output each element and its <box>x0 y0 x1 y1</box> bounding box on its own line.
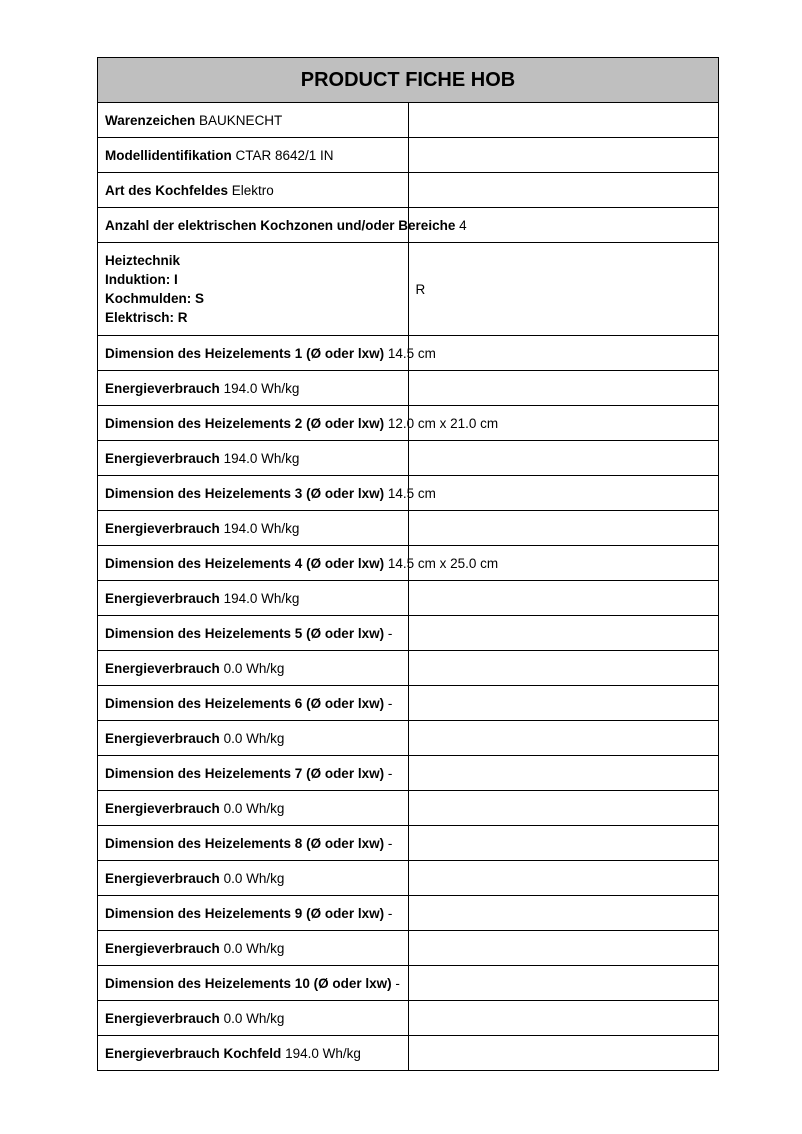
table-row <box>98 1001 719 1036</box>
cell-empty <box>408 581 719 616</box>
cell-label <box>98 861 409 896</box>
table-row <box>98 756 719 791</box>
field-value: 14.5 cm <box>387 345 436 361</box>
field-value: 0.0 Wh/kg <box>223 800 285 816</box>
table-row <box>98 371 719 406</box>
table-row <box>98 931 719 966</box>
cell-label <box>98 826 409 861</box>
field-label: Energieverbrauch <box>105 870 220 886</box>
field-value: - <box>395 975 400 991</box>
heat-tech-line: Kochmulden: S <box>105 291 205 306</box>
field-label: Energieverbrauch <box>105 450 220 466</box>
table-row <box>98 966 719 1001</box>
field-label: Art des Kochfeldes <box>105 182 229 198</box>
fiche-title: PRODUCT FICHE HOB <box>98 58 719 103</box>
cell-label <box>98 1036 409 1071</box>
table-row <box>98 103 719 138</box>
field-label: Modellidentifikation <box>105 147 232 163</box>
cell-empty <box>408 173 719 208</box>
field-value: 194.0 Wh/kg <box>223 450 300 466</box>
table-row <box>98 138 719 173</box>
cell-empty <box>408 651 719 686</box>
field-label: Energieverbrauch <box>105 940 220 956</box>
table-row <box>98 546 719 581</box>
table-row <box>98 173 719 208</box>
field-label: Dimension des Heizelements 1 (Ø oder lxw) <box>105 345 385 361</box>
field-label: Energieverbrauch <box>105 660 220 676</box>
field-value: 14.5 cm <box>387 485 436 501</box>
field-value: - <box>387 835 393 851</box>
table-row <box>98 581 719 616</box>
cell-empty <box>408 826 719 861</box>
field-label: Energieverbrauch Kochfeld <box>105 1045 282 1061</box>
heat-tech-line: Induktion: I <box>105 272 178 287</box>
field-value: 194.0 Wh/kg <box>285 1045 361 1061</box>
cell-empty <box>408 476 719 511</box>
cell-empty <box>408 931 719 966</box>
field-label: Anzahl der elektrischen Kochzonen und/oder Bereiche <box>105 217 456 233</box>
field-label: Dimension des Heizelements 10 (Ø oder lxw) <box>105 975 392 991</box>
cell-label <box>98 406 499 441</box>
field-value: 4 <box>459 217 467 233</box>
cell-label <box>98 931 409 966</box>
field-label: Energieverbrauch <box>105 520 220 536</box>
field-value: - <box>387 625 393 641</box>
table-row <box>98 686 719 721</box>
table-row <box>98 616 719 651</box>
cell-label <box>98 546 499 581</box>
cell-empty <box>408 721 719 756</box>
table-row <box>98 896 719 931</box>
cell-empty <box>408 336 719 371</box>
field-label: Energieverbrauch <box>105 380 220 396</box>
cell-empty <box>408 1036 719 1071</box>
field-label: Dimension des Heizelements 7 (Ø oder lxw) <box>105 765 385 781</box>
cell-empty <box>408 441 719 476</box>
heat-tech-value: R <box>408 243 719 336</box>
heat-tech-line: Heiztechnik <box>105 253 181 268</box>
cell-label <box>98 173 409 208</box>
cell-empty <box>408 756 719 791</box>
field-value: 194.0 Wh/kg <box>223 380 300 396</box>
cell-label <box>98 966 409 1001</box>
field-label: Dimension des Heizelements 5 (Ø oder lxw) <box>105 625 385 641</box>
cell-label <box>98 651 409 686</box>
cell-label <box>98 581 409 616</box>
field-label: Energieverbrauch <box>105 590 220 606</box>
cell-empty <box>408 1001 719 1036</box>
cell-label <box>98 138 409 173</box>
field-value: Elektro <box>231 182 274 198</box>
cell-label <box>98 441 409 476</box>
field-value: 12.0 cm x 21.0 cm <box>387 415 499 431</box>
table-row <box>98 826 719 861</box>
field-label: Dimension des Heizelements 2 (Ø oder lxw) <box>105 415 385 431</box>
field-value: - <box>387 695 393 711</box>
field-value: - <box>387 765 393 781</box>
cell-label <box>98 208 467 243</box>
field-value: 0.0 Wh/kg <box>223 730 285 746</box>
heat-tech-cell <box>98 243 409 336</box>
cell-label <box>98 896 409 931</box>
cell-empty <box>408 103 719 138</box>
field-label: Warenzeichen <box>105 112 196 128</box>
field-value: - <box>387 905 393 921</box>
cell-label <box>98 511 409 546</box>
cell-label <box>98 616 409 651</box>
table-row <box>98 208 719 243</box>
cell-empty <box>408 896 719 931</box>
cell-label <box>98 476 436 511</box>
cell-empty <box>408 861 719 896</box>
cell-empty <box>408 616 719 651</box>
table-row-heat-tech <box>98 243 719 336</box>
table-row <box>98 441 719 476</box>
heat-tech-line: Elektrisch: R <box>105 310 188 325</box>
field-label: Energieverbrauch <box>105 730 220 746</box>
product-fiche-table <box>97 57 719 1071</box>
field-value: 14.5 cm x 25.0 cm <box>387 555 499 571</box>
table-row <box>98 721 719 756</box>
table-row <box>98 511 719 546</box>
field-label: Dimension des Heizelements 4 (Ø oder lxw) <box>105 555 385 571</box>
field-value: 194.0 Wh/kg <box>223 590 300 606</box>
field-value: BAUKNECHT <box>199 112 283 128</box>
cell-empty <box>408 371 719 406</box>
cell-label <box>98 756 409 791</box>
cell-empty <box>408 791 719 826</box>
table-row <box>98 651 719 686</box>
field-label: Dimension des Heizelements 8 (Ø oder lxw) <box>105 835 385 851</box>
field-value: 194.0 Wh/kg <box>223 520 300 536</box>
field-value: 0.0 Wh/kg <box>223 660 285 676</box>
table-row <box>98 1036 719 1071</box>
cell-empty <box>408 511 719 546</box>
cell-label <box>98 336 436 371</box>
cell-empty <box>408 138 719 173</box>
table-row <box>98 336 719 371</box>
field-value: CTAR 8642/1 IN <box>235 147 334 163</box>
cell-label <box>98 1001 409 1036</box>
cell-label <box>98 721 409 756</box>
table-row <box>98 861 719 896</box>
field-label: Dimension des Heizelements 6 (Ø oder lxw) <box>105 695 385 711</box>
field-label: Energieverbrauch <box>105 800 220 816</box>
table-row <box>98 406 719 441</box>
cell-label <box>98 103 409 138</box>
field-label: Dimension des Heizelements 3 (Ø oder lxw) <box>105 485 385 501</box>
cell-label <box>98 791 409 826</box>
field-value: 0.0 Wh/kg <box>223 940 285 956</box>
table-row <box>98 476 719 511</box>
cell-empty <box>408 966 719 1001</box>
field-value: 0.0 Wh/kg <box>223 1010 285 1026</box>
cell-label <box>98 371 409 406</box>
field-value: 0.0 Wh/kg <box>223 870 285 886</box>
field-label: Dimension des Heizelements 9 (Ø oder lxw) <box>105 905 385 921</box>
cell-empty <box>408 686 719 721</box>
cell-label <box>98 686 409 721</box>
table-row <box>98 791 719 826</box>
field-label: Energieverbrauch <box>105 1010 220 1026</box>
